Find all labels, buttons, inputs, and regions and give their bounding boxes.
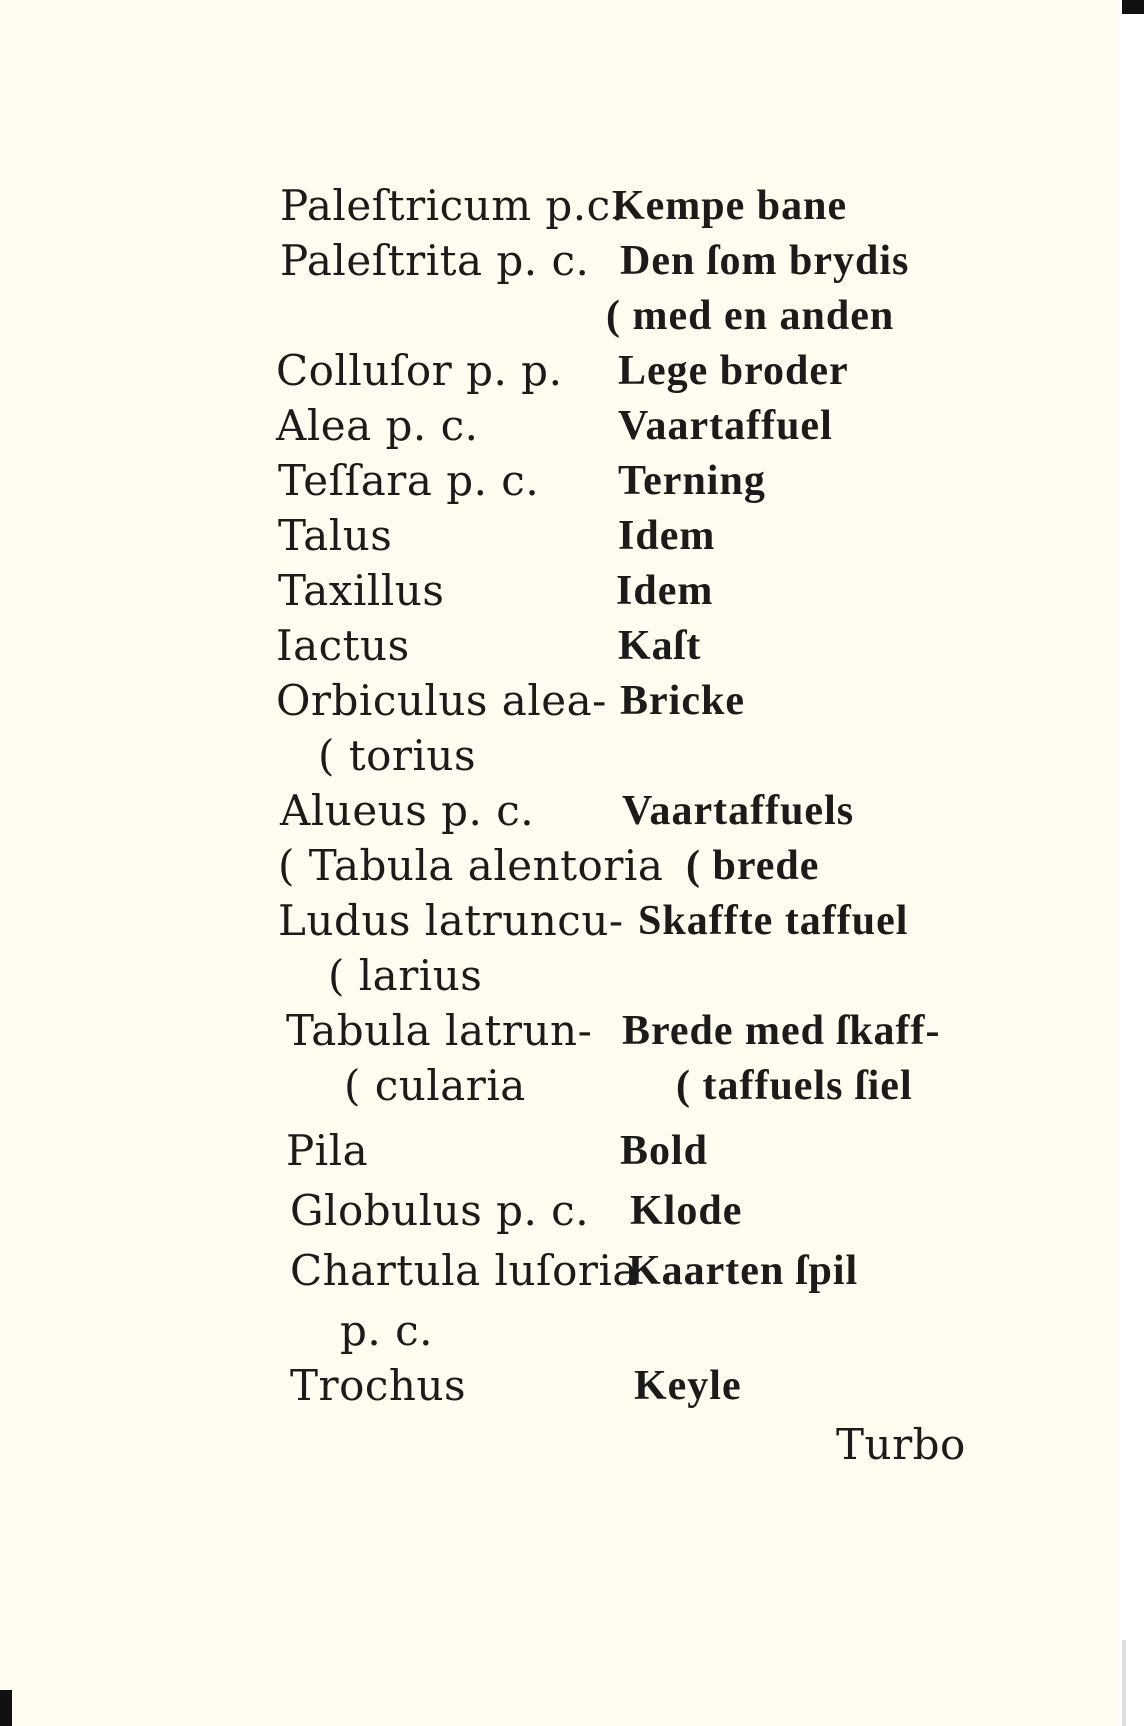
latin-term: Globulus p. c. — [290, 1186, 590, 1235]
latin-term: ( Tabula alentoria — [278, 841, 664, 890]
latin-term-continuation: ( cularia — [344, 1061, 526, 1110]
latin-term: Paleſtrita p. c. — [280, 236, 590, 285]
latin-term: Iactus — [276, 621, 410, 670]
scan-edge-line — [1122, 1640, 1126, 1726]
scan-margin — [1118, 0, 1144, 1726]
danish-term: Kaſt — [618, 623, 702, 669]
danish-term: Keyle — [634, 1363, 742, 1409]
danish-term: Idem — [618, 513, 716, 559]
latin-term: Trochus — [290, 1361, 467, 1410]
danish-term: Idem — [616, 568, 714, 614]
danish-term: Skaffte taffuel — [638, 898, 909, 944]
scan-edge-mark — [0, 1690, 12, 1726]
latin-term: Tabula latrun- — [286, 1006, 593, 1055]
danish-term: Vaartaffuel — [618, 403, 833, 449]
latin-term-continuation: p. c. — [340, 1306, 433, 1355]
danish-term: Kempe bane — [612, 183, 848, 229]
latin-term-continuation: ( torius — [318, 731, 477, 780]
latin-term: Orbiculus alea- — [276, 676, 607, 725]
danish-term: Terning — [618, 458, 766, 504]
latin-term: Pila — [286, 1126, 369, 1175]
danish-term: Vaartaffuels — [622, 788, 855, 834]
danish-term: Klode — [630, 1188, 743, 1234]
latin-term: Ludus latruncu- — [278, 896, 624, 945]
scan-edge-mark — [1122, 0, 1144, 14]
danish-term-continuation: ( brede — [686, 843, 820, 889]
danish-term: Lege broder — [618, 348, 849, 394]
latin-term: Alea p. c. — [276, 401, 479, 450]
catchword: Turbo — [836, 1420, 966, 1469]
danish-term: Bricke — [620, 678, 745, 724]
latin-term: Talus — [278, 511, 393, 560]
latin-term: Teſſara p. c. — [278, 456, 540, 505]
danish-term: Den ſom brydis — [620, 238, 910, 284]
latin-term: Paleſtricum p.c. — [280, 181, 625, 230]
danish-term-continuation: ( med en anden — [606, 293, 895, 339]
latin-term: Colluſor p. p. — [276, 346, 563, 395]
danish-term: Kaarten ſpil — [628, 1248, 859, 1294]
danish-term: Brede med ſkaff- — [622, 1008, 941, 1054]
latin-term-continuation: ( larius — [328, 951, 483, 1000]
latin-term: Taxillus — [278, 566, 445, 615]
latin-term: Chartula luſoria — [290, 1246, 638, 1295]
latin-term: Alueus p. c. — [280, 786, 535, 835]
danish-term: Bold — [620, 1128, 709, 1174]
danish-term-continuation: ( taffuels ſiel — [676, 1063, 913, 1109]
